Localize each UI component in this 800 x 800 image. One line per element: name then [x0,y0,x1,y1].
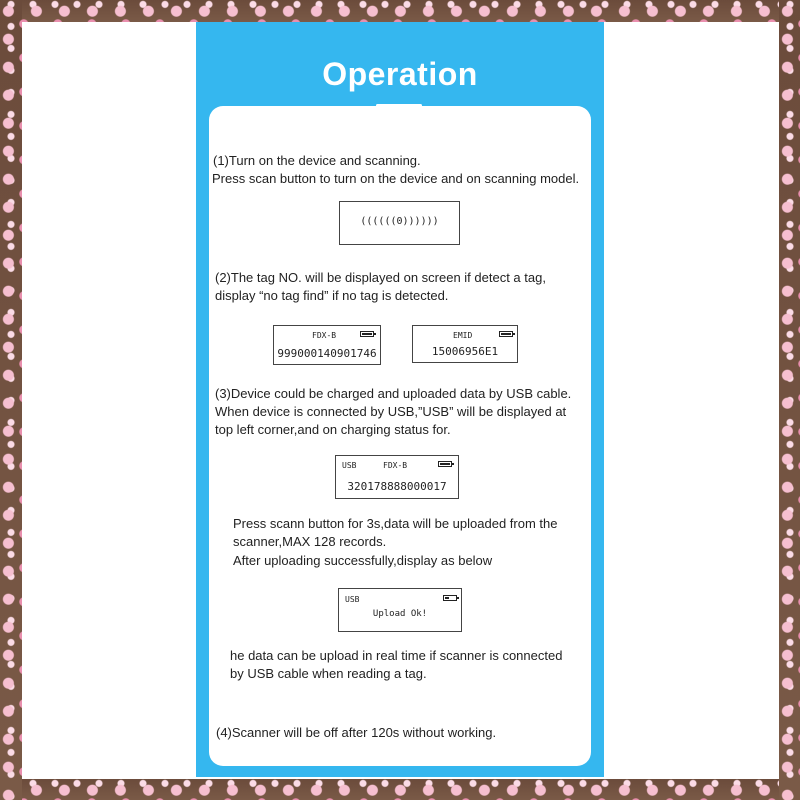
step1-line1: (1)Turn on the device and scanning. [213,153,421,168]
step2-line2: display “no tag find” if no tag is detected. [215,288,449,303]
emid-screen-header: EMID [453,331,473,340]
decorative-border-left [0,0,22,800]
emid-tag-screen [412,325,518,363]
emid-tag-number: 15006956E1 [431,345,499,358]
step3-line1: (3)Device could be charged and uploaded data by USB cable. [215,386,572,401]
usb-indicator: USB [345,595,360,604]
usb-screen-header: FDX-B [383,461,408,470]
decorative-border-top [0,0,800,22]
upload-note-line3: After uploading successfully,display as below [233,553,493,568]
fdxb-tag-number: 999000140901746 [277,347,377,360]
battery-icon [499,331,513,337]
decorative-border-right [779,0,800,800]
instructions-card [209,106,591,766]
step3-line3: top left corner,and on charging status for. [215,422,451,437]
step3-line2: When device is connected by USB,”USB” will be displayed at [215,404,567,419]
usb-indicator: USB [342,461,357,470]
fdxb-screen-header: FDX-B [312,331,337,340]
upload-note-line2: scanner,MAX 128 records. [233,534,387,549]
realtime-upload-line1: he data can be upload in real time if scanner is connected [230,648,563,663]
upload-note-line1: Press scann button for 3s,data will be uploaded from the [233,516,558,531]
decorative-border-bottom [0,779,800,800]
scanning-indicator: ((((((0)))))) [360,216,439,227]
operation-panel [196,22,604,777]
battery-icon [360,331,374,337]
upload-ok-screen [338,588,462,632]
battery-charging-icon [443,595,457,601]
step4-line1: (4)Scanner will be off after 120s without working. [216,725,497,740]
scanning-screen [339,201,460,245]
page-title: Operation [322,56,478,92]
usb-connected-screen [335,455,459,499]
realtime-upload-line2: by USB cable when reading a tag. [230,666,427,681]
step2-line1: (2)The tag NO. will be displayed on screen if detect a tag, [215,270,546,285]
upload-ok-message: Upload Ok! [372,609,428,619]
step1-line2: Press scan button to turn on the device and on scanning model. [212,171,580,186]
fdxb-tag-screen [273,325,381,365]
battery-icon [438,461,452,467]
usb-tag-number: 320178888000017 [347,480,447,493]
